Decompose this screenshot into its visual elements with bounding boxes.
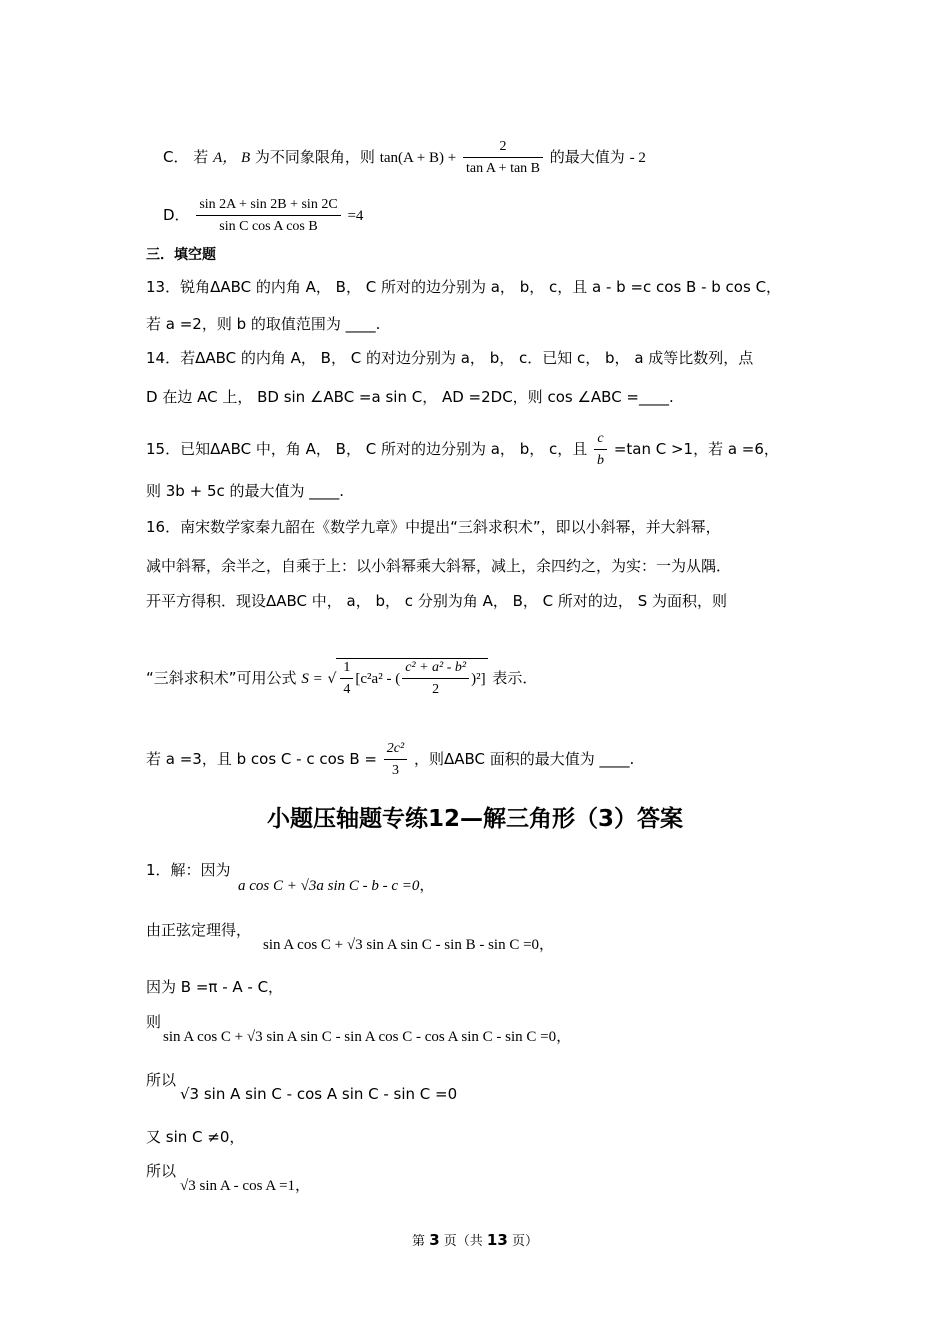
q16-formula (146, 658, 537, 698)
answer-step2-expr (263, 934, 554, 955)
q16-frac2 (402, 659, 469, 698)
answer-step7-label: 所以 (146, 1162, 177, 1180)
option-c-label: C． (163, 148, 189, 166)
q16-formula-suffix: 表示． (492, 669, 538, 687)
sqrt-icon: √ (327, 671, 337, 687)
option-c-expr: tan(A + B) + (379, 150, 457, 166)
q16-formula-mid: [c²a² - ( (355, 671, 401, 687)
q14-line2: D 在边 AC 上， BD sin ∠ABC =a sin C， AD =2DC，则 cos ∠ABC =____. (146, 388, 674, 406)
q16-cond-prefix: 若 a =3，且 b cos C - c cos B = (146, 750, 377, 768)
option-d (163, 196, 363, 235)
answer-title: 小题压轴题专练12—解三角形（3）答案 (266, 806, 683, 832)
option-c-fraction (463, 138, 543, 177)
option-c-frac-num: 2 (463, 138, 543, 158)
answer-step1-formula: a cos C + √3a sin C - b - c =0 (238, 878, 420, 894)
q15-fraction (594, 430, 607, 469)
answer-step4-formula: sin A cos C + √3 sin A sin C - sin A cos C - cos A sin C - sin C =0 (163, 1029, 557, 1045)
q16-frac1 (340, 659, 353, 698)
q15-line2: 则 3b + 5c 的最大值为 ____. (146, 482, 345, 500)
footer-suffix: 页） (511, 1234, 538, 1249)
page-footer (0, 1230, 950, 1249)
q16-formula-end: )²] (471, 671, 486, 687)
q16-frac2-den: 2 (432, 682, 440, 697)
q16-formula-s: S = (301, 671, 323, 687)
answer-step3: 因为 B =π - A - C， (146, 978, 284, 996)
answer-step2-label: 由正弦定理得， (146, 921, 252, 939)
q16-frac1-den: 4 (343, 682, 351, 697)
q15-frac-den: b (597, 453, 605, 468)
option-d-fraction (196, 196, 340, 235)
section-heading: 三．填空题 (146, 247, 216, 263)
answer-step7-expr (180, 1175, 310, 1196)
q16-cond-suffix: ，则ΔABC 面积的最大值为 ____. (413, 750, 635, 768)
q16-line1: 16．南宋数学家秦九韶在《数学九章》中提出“三斜求积术”，即以小斜幂，并大斜幂， (146, 518, 721, 536)
answer-step1-comma: ， (419, 876, 435, 894)
answer-step5-expr: √3 sin A sin C - cos A sin C - sin C =0 (180, 1085, 458, 1103)
option-d-frac-num: sin 2A + sin 2B + sin 2C (196, 196, 340, 216)
answer-step5-label: 所以 (146, 1071, 177, 1089)
option-d-frac-den: sin C cos A cos B (219, 219, 318, 234)
q16-cond-frac-num: 2c² (384, 740, 407, 760)
answer-step6: 又 sin C ≠0， (146, 1128, 245, 1146)
footer-total-pages: 13 (486, 1231, 508, 1249)
answer-step2-comma: ， (539, 935, 555, 953)
option-c-prefix: 若 (193, 148, 209, 166)
q16-sqrt-body (336, 658, 487, 698)
footer-mid: 页（共 (443, 1234, 483, 1249)
q16-cond-fraction (384, 740, 407, 779)
option-d-label: D． (163, 206, 190, 224)
q16-frac2-num: c² + a² - b² (402, 659, 469, 679)
option-c-frac-den: tan A + tan B (466, 161, 541, 176)
q16-frac1-num: 1 (340, 659, 353, 679)
q16-condition (146, 740, 634, 779)
answer-step4-label: 则 (146, 1013, 162, 1031)
q15-prefix: 15．已知ΔABC 中，角 A， B， C 所对的边分别为 a， b， c，且 (146, 440, 588, 458)
answer-step4-comma: ， (556, 1027, 572, 1045)
answer-step7-formula: √3 sin A - cos A =1 (180, 1178, 296, 1194)
footer-prefix: 第 (412, 1234, 426, 1249)
q16-cond-frac-den: 3 (391, 763, 399, 778)
option-d-value: =4 (347, 208, 364, 224)
answer-step1-expr (238, 875, 434, 896)
footer-page-number: 3 (429, 1231, 440, 1249)
answer-step4-expr (163, 1026, 571, 1047)
option-c-vars: A， B (213, 150, 251, 166)
answer-step7-comma: ， (295, 1176, 311, 1194)
option-c-mid: 为不同象限角，则 (254, 148, 375, 166)
answer-step1-label: 1．解：因为 (146, 861, 231, 879)
option-c-value: - 2 (629, 150, 646, 166)
q15-suffix: =tan C >1，若 a =6， (613, 440, 779, 458)
q14-line1: 14．若ΔABC 的内角 A， B， C 的对边分别为 a， b， c．已知 c， b， a 成等比数列，点 (146, 349, 754, 367)
q16-line3: 开平方得积．现设ΔABC 中， a， b， c 分别为角 A， B， C 所对的边， S 为面积，则 (146, 592, 727, 610)
q13-line2: 若 a =2，则 b 的取值范围为 ____. (146, 315, 381, 333)
option-c (163, 138, 646, 177)
q16-formula-intro: “三斜求积术”可用公式 (146, 669, 297, 687)
q16-line2: 减中斜幂，余半之，自乘于上：以小斜幂乘大斜幂，减上，余四约之，为实：一为从隅． (146, 557, 732, 575)
q13-line1: 13．锐角ΔABC 的内角 A， B， C 所对的边分别为 a， b， c，且 a - b =c cos B - b cos C， (146, 278, 782, 296)
q15-line1 (146, 430, 779, 469)
option-c-suffix: 的最大值为 (549, 148, 625, 166)
answer-step2-formula: sin A cos C + √3 sin A sin C - sin B - sin C =0 (263, 937, 540, 953)
q15-frac-num: c (594, 430, 607, 450)
